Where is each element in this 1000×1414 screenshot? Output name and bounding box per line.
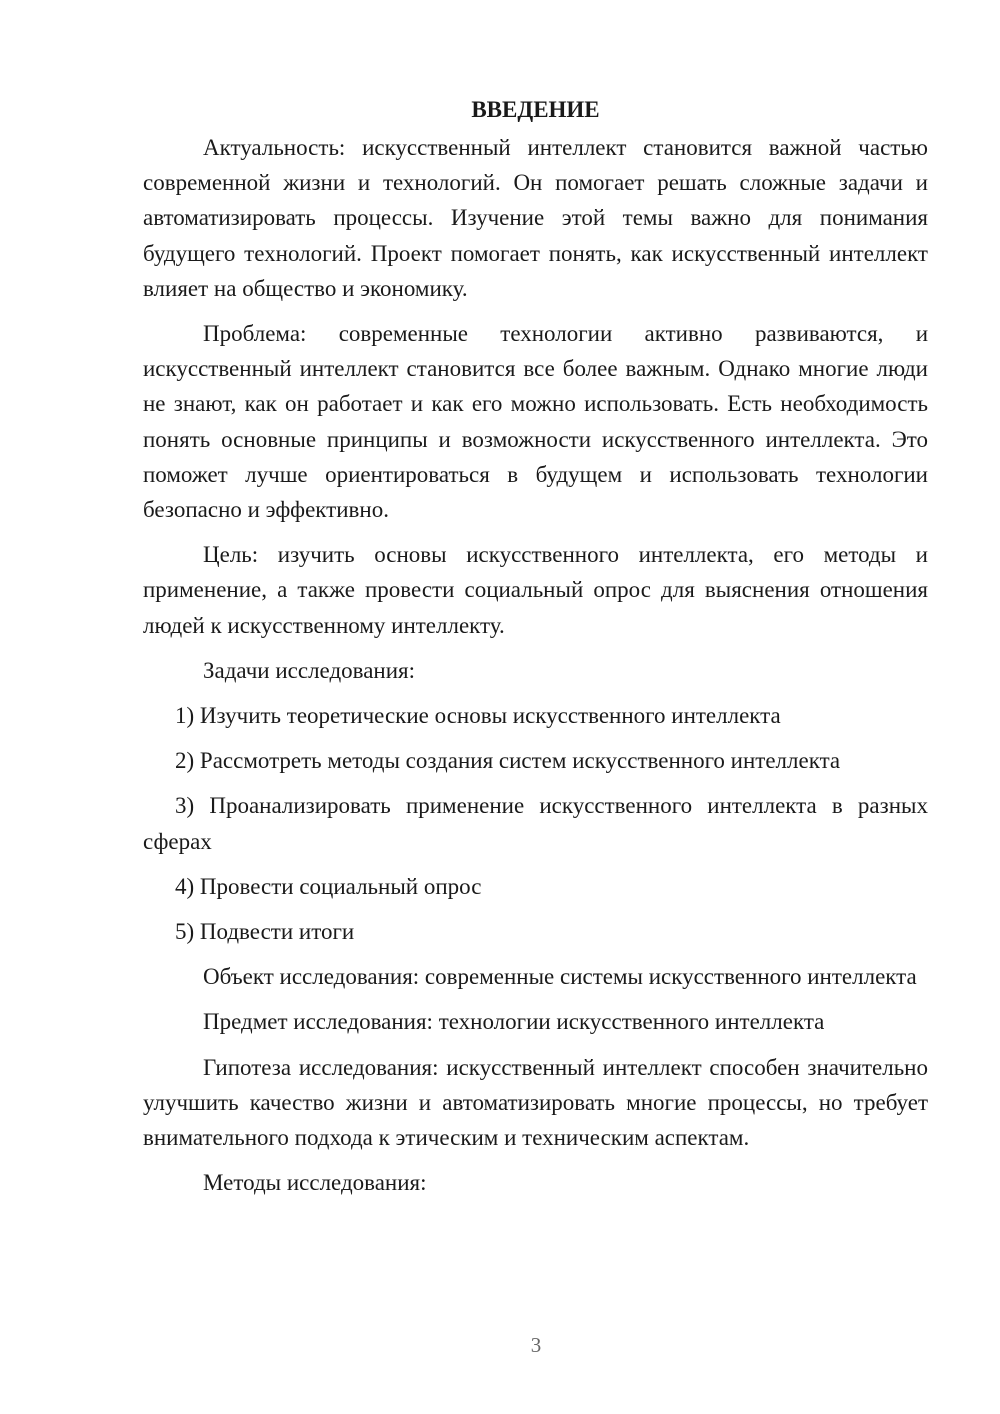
tasks-heading: Задачи исследования: (203, 657, 416, 683)
goal-paragraph: Цель: изучить основы искусственного интеллекта, его методы и применение, а также провести социальный опрос для выяснения отношения людей к искусственному интеллекту. (143, 542, 928, 638)
task-item-3: 3) Проанализировать применение искусственного интеллекта в разных сферах (143, 793, 928, 854)
task-item-5: 5) Подвести итоги (175, 919, 355, 945)
document-page (143, 92, 928, 1210)
problem-paragraph: Проблема: современные технологии активно развиваются, и искусственный интеллект становится все более важным. Однако многие люди не знают, как он работает и как его можно использовать. Есть необходимость понять основные принципы и возможности искусственного интеллекта. Это поможет лучше ориентироваться в будущем и использовать технологии безопасно и эффективно. (143, 321, 928, 523)
page-title: ВВЕДЕНИЕ (471, 97, 600, 122)
methods-heading: Методы исследования: (203, 1170, 427, 1196)
hypothesis-paragraph: Гипотеза исследования: искусственный интеллект способен значительно улучшить качество жизни и автоматизировать многие процессы, но требует внимательного подхода к этическим и техническим аспектам. (143, 1054, 928, 1151)
task-item-1: 1) Изучить теоретические основы искусственного интеллекта (175, 703, 781, 729)
task-item-2: 2) Рассмотреть методы создания систем искусственного интеллекта (175, 748, 841, 774)
relevance-paragraph: Актуальность: искусственный интеллект становится важной частью современной жизни и технологий. Он помогает решать сложные задачи и автоматизировать процессы. Изучение этой темы важно для понимания будущего технологий. Проект помогает понять, как искусственный интеллект влияет на общество и экономику. (143, 135, 928, 301)
page-number: 3 (530, 1333, 542, 1357)
object-paragraph: Объект исследования: современные системы искусственного интеллекта (203, 964, 917, 990)
subject-paragraph: Предмет исследования: технологии искусственного интеллекта (203, 1009, 825, 1035)
task-item-4: 4) Провести социальный опрос (175, 873, 482, 899)
